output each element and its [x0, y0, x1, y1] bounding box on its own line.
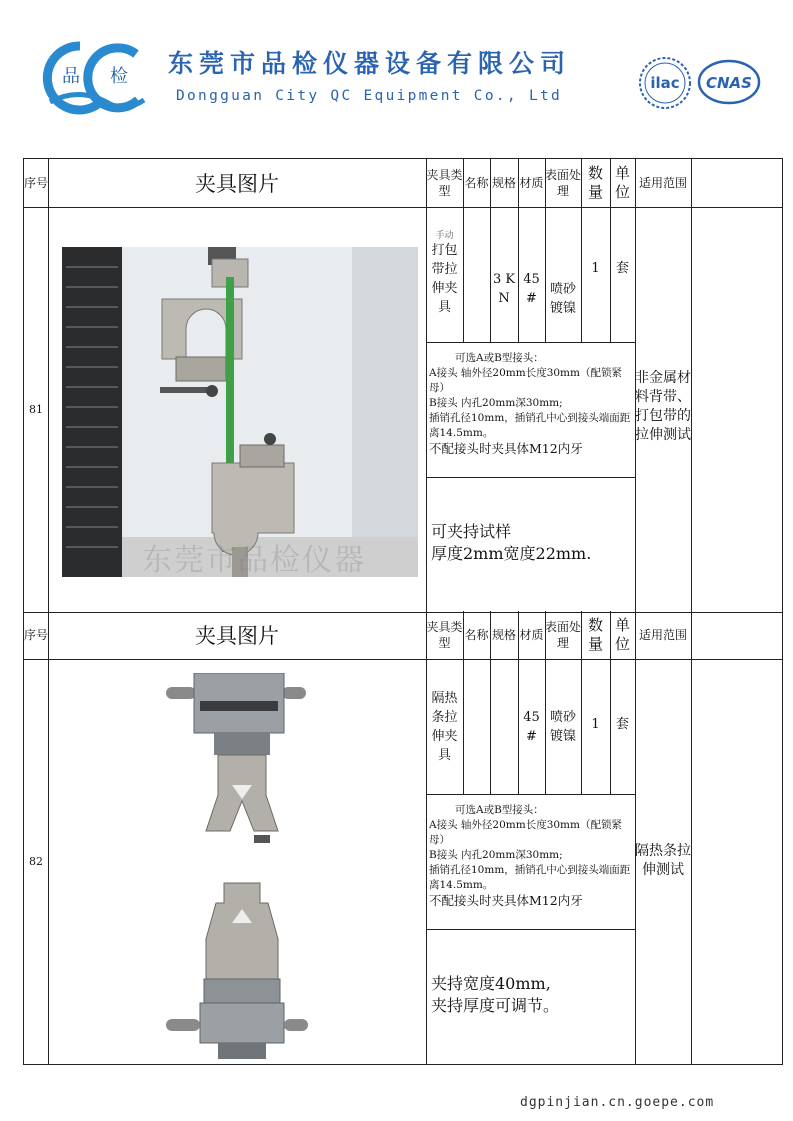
clamp-spec — [490, 681, 518, 761]
clamp-material: 45# — [523, 272, 540, 306]
header-material: 材质 — [519, 176, 544, 190]
clamp-surface: 喷砂镀镍 — [549, 282, 576, 316]
header-name: 名称 — [464, 176, 489, 190]
ilac-logo — [638, 56, 692, 110]
header-scope: 适用范围 — [638, 628, 687, 642]
svg-text:品: 品 — [62, 66, 80, 87]
header-name: 名称 — [464, 628, 489, 642]
clamp-photo — [154, 673, 314, 1059]
header-unit: 单位 — [614, 616, 630, 653]
company-name-cn: 东莞市品检仪器设备有限公司 — [168, 49, 572, 78]
clamp-spec: 3 KN — [492, 272, 516, 306]
header-serial: 序号 — [24, 176, 49, 190]
header-photo: 夹具图片 — [195, 172, 279, 196]
clamp-qty: 1 — [591, 261, 600, 276]
svg-text:ilac: ilac — [650, 74, 680, 92]
clamp-type: 隔热条拉伸夹具 — [431, 691, 458, 763]
clamp-photo — [62, 247, 418, 577]
header-spec: 规格 — [491, 628, 516, 642]
clamp-unit: 套 — [615, 717, 629, 732]
connector-notes: 可选A或B型接头： A接头 轴外径20mm长度30mm（配锁紧母） B接头 内孔20mm深30mm; 插销孔径10mm，插销孔中心到接头端面距离14.5mm。 不配接头时夹具体M12内牙 — [429, 804, 631, 908]
company-name-en: Dongguan City QC Equipment Co., Ltd — [176, 88, 563, 104]
header-surface: 表面处理 — [545, 168, 582, 198]
company-header — [0, 0, 793, 140]
cnas-logo — [697, 58, 761, 106]
header-surface: 表面处理 — [545, 620, 582, 650]
header-unit: 单位 — [614, 164, 630, 201]
clamp-type: 手动 打包带拉伸夹具 — [431, 231, 458, 315]
header-type: 夹具类型 — [426, 168, 463, 198]
item-number: 81 — [29, 403, 43, 416]
clamp-material: 45# — [523, 710, 540, 744]
item-number: 82 — [29, 855, 43, 868]
clamp-qty: 1 — [591, 717, 600, 732]
svg-text:CNAS: CNAS — [706, 74, 752, 92]
header-serial: 序号 — [24, 628, 49, 642]
application-scope: 非金属材料背带、打包带的拉伸测试 — [635, 370, 691, 443]
header-photo: 夹具图片 — [195, 624, 279, 648]
header-type: 夹具类型 — [426, 620, 463, 650]
connector-notes: 可选A或B型接头： A接头 轴外径20mm长度30mm（配锁紧母） B接头 内孔20mm深30mm; 插销孔径10mm，插销孔中心到接头端面距离14.5mm。 不配接头时夹具体M12内牙 — [429, 352, 631, 456]
application-scope: 隔热条拉伸测试 — [635, 843, 691, 878]
capability-text: 夹持宽度40mm, 夹持厚度可调节。 — [431, 974, 560, 1015]
item-section-81 — [23, 158, 783, 613]
item-section-82 — [23, 611, 783, 1065]
header-scope: 适用范围 — [638, 176, 687, 190]
header-qty: 数量 — [587, 616, 603, 653]
svg-text:检: 检 — [110, 66, 128, 87]
watermark: 东莞市品检仪器 — [142, 543, 366, 577]
header-material: 材质 — [519, 628, 544, 642]
header-spec: 规格 — [491, 176, 516, 190]
clamp-surface: 喷砂镀镍 — [549, 710, 576, 744]
header-qty: 数量 — [587, 164, 603, 201]
company-logo — [40, 38, 150, 118]
capability-text: 可夹持试样 厚度2mm宽度22mm. — [431, 522, 592, 563]
clamp-unit: 套 — [615, 261, 629, 276]
footer-url: dgpinjian.cn.goepe.com — [520, 1095, 715, 1110]
